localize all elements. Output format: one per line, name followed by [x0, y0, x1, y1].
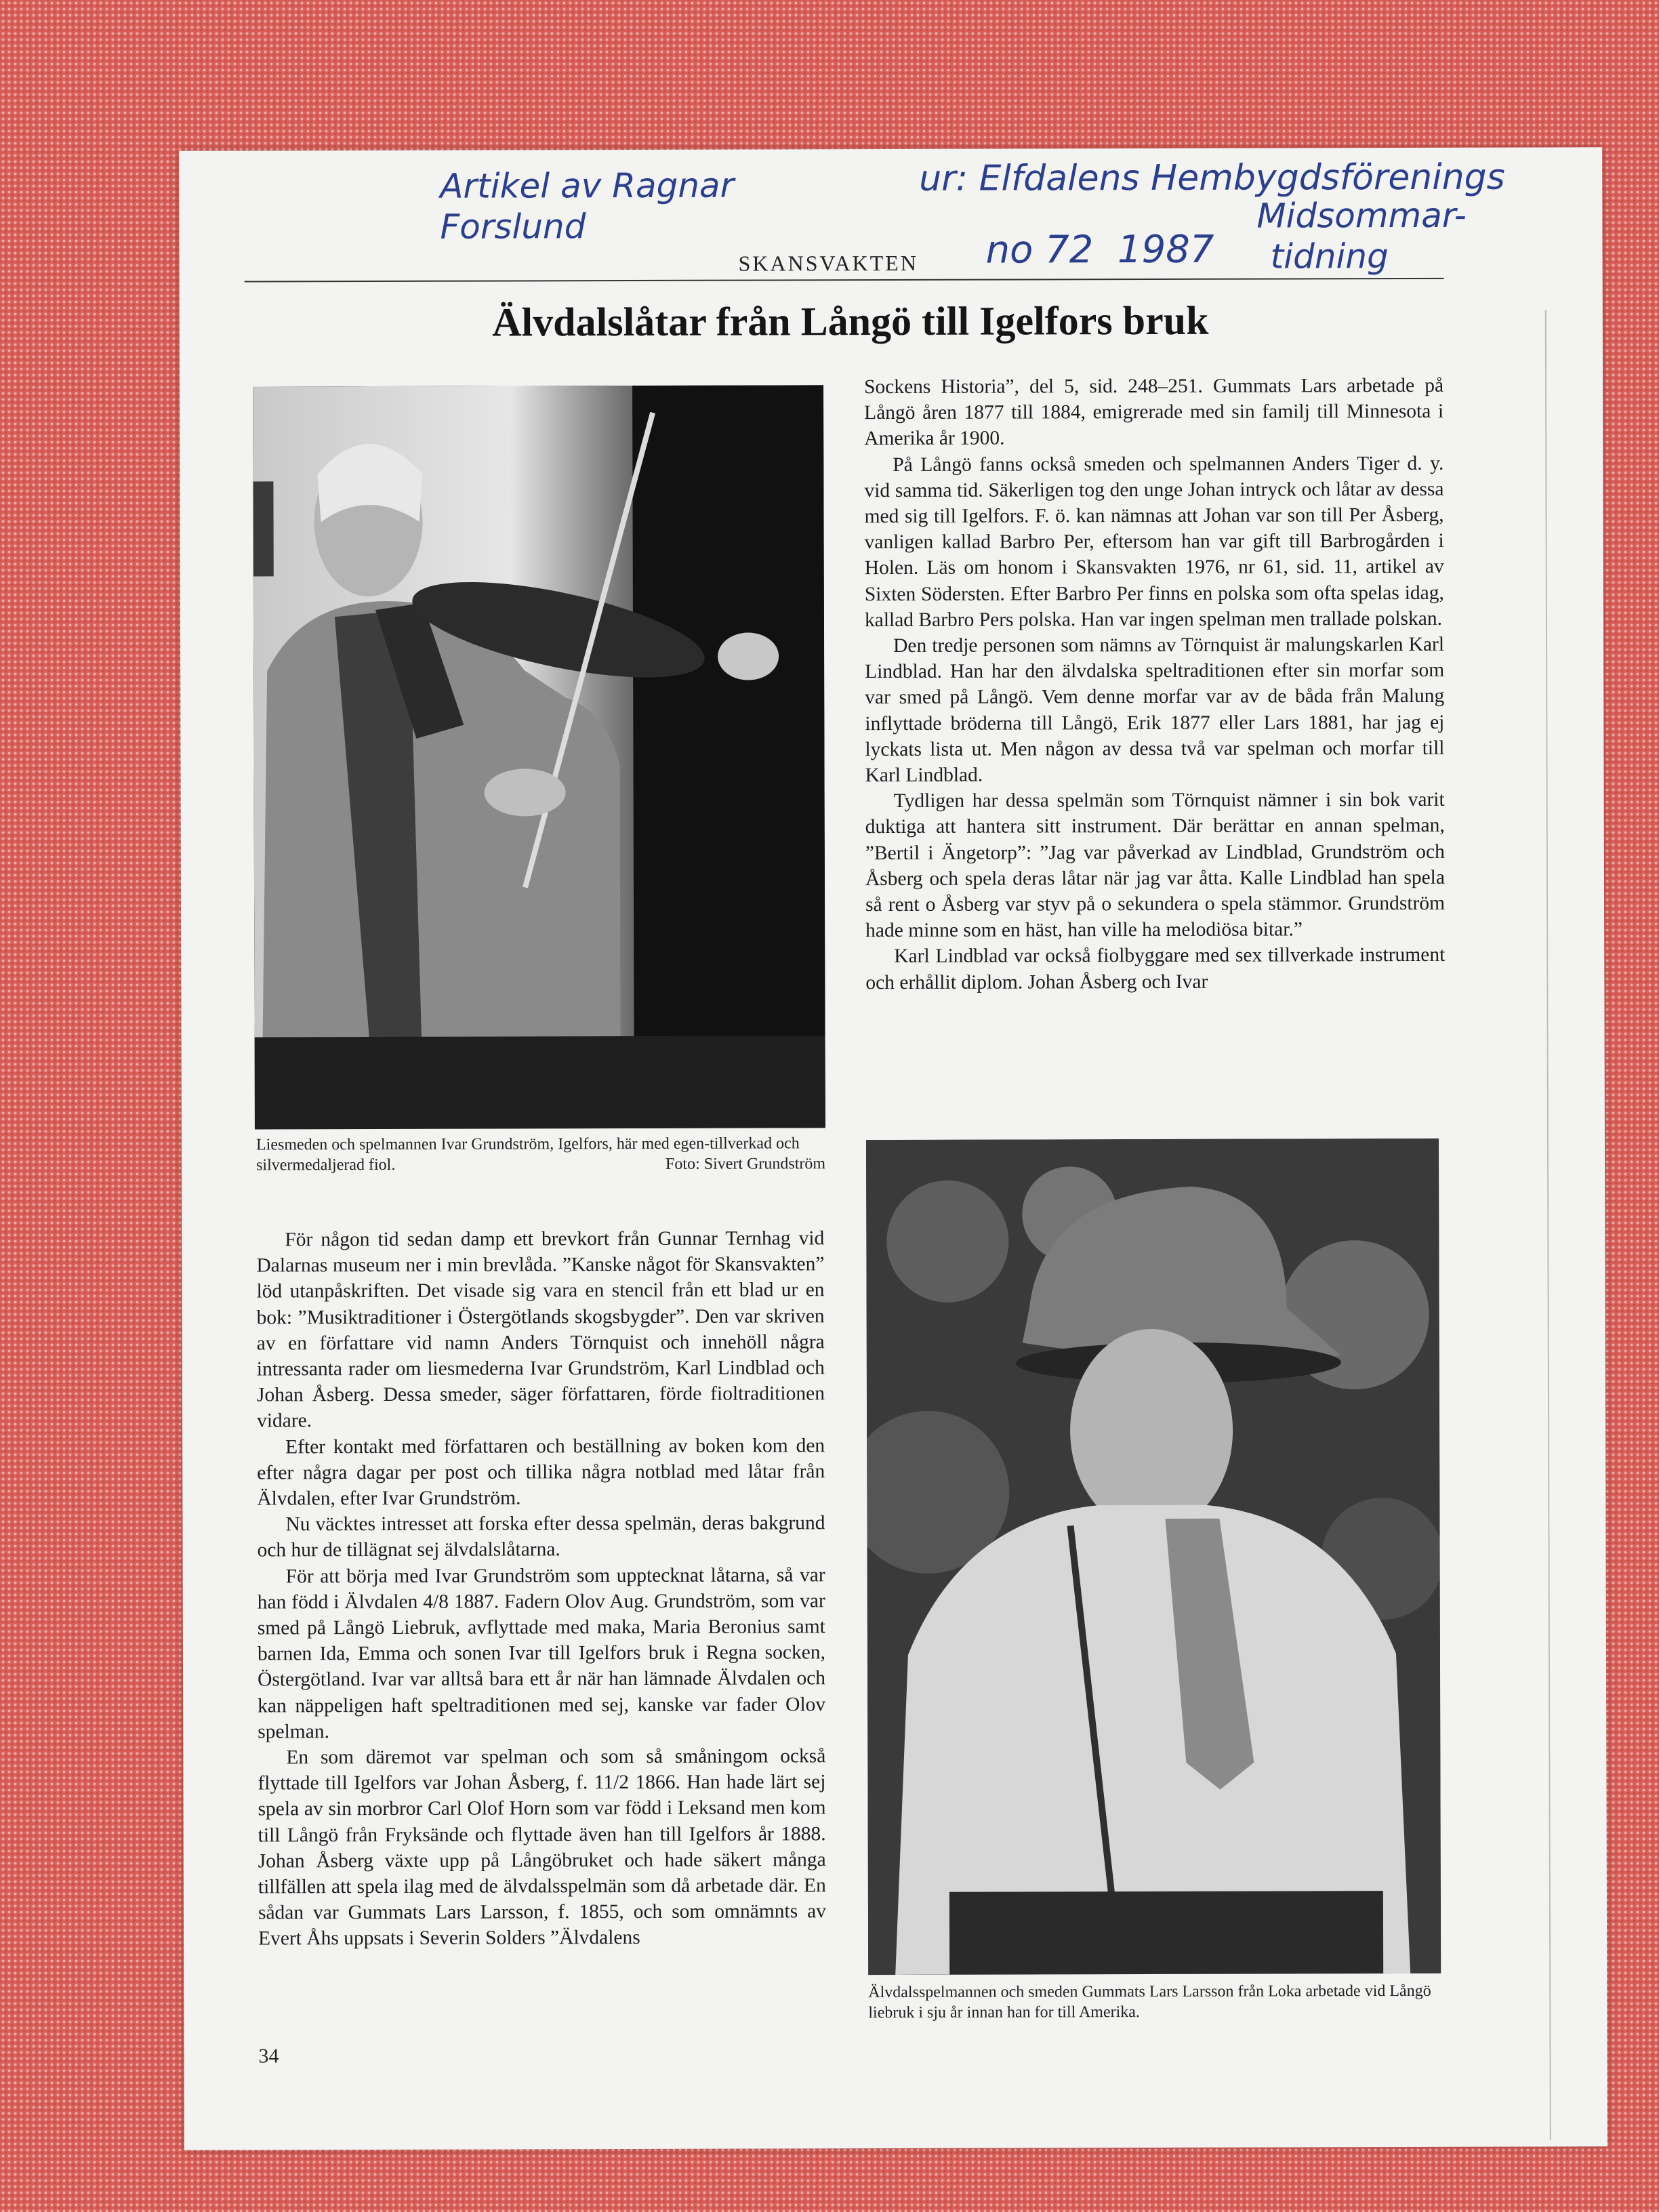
- newspaper-clipping: [179, 147, 1607, 2150]
- left-paragraph: En som däremot var spelman och som så småningom också flyttade till Igelfors var Johan Åsberg, f. 11/2 1866. Han hade lärt sej spela av sin morbror Carl Olof Horn som var född i Leksand men kom till Långö från Fryksände och flyttade även han till Igelfors år 1888. Johan Åsberg växte upp på Långöbruket och hade säkert många tillfällen att spela ilag med de älvdalsspelmän som då arbetade där. En sådan var Gummats Lars Larsson, f. 1855, och som omnämnts av Evert Åhs uppsats i Severin Solders ”Älvdalens: [258, 1745, 826, 1950]
- left-paragraph: För att börja med Ivar Grundström som upptecknat låtarna, så var han född i Älvdalen 4/8 1887. Fadern Olov Aug. Grundström, som var smed på Långö Liebruk, avflyttade med maka, Maria Beronius samt barnen Ida, Emma och sonen Ivar till Igelfors bruk i Regna socken, Östergötland. Ivar var alltså bara ett år när han lämnade Älvdalen och kan näppeligen haft speltraditionen med sej, kanske var fader Olov spelman.: [257, 1563, 826, 1743]
- left-paragraph: Nu väcktes intresset att forska efter dessa spelmän, deras bakgrund och hur de tillägnat sej älvdalslåtarna.: [257, 1512, 825, 1561]
- handwritten-source-line3: tidning: [1270, 237, 1389, 276]
- article-right-column: [864, 373, 1445, 996]
- article-left-column: [256, 1225, 826, 1952]
- left-paragraph: För någon tid sedan damp ett brevkort från Gunnar Ternhag vid Dalarnas museum ner i min brevlåda. ”Kanske något för Skansvakten” löd utanpåskriften. Det visade sig vara en stencil från ett blad ur en bok: ”Musiktraditioner i Östergötlands skogsbygder”. Den var skriven av en författare vid namn Anders Törnquist och innehöll några intressanta rader om liesmederna Ivar Grundström, Karl Lindblad och Johan Åsberg. Dessa smeder, säger författaren, förde fioltraditionen vidare.: [256, 1227, 825, 1432]
- caption-fiddler: [256, 1133, 825, 1175]
- caption-fiddler-text: Liesmeden och spelmannen Ivar Grundström, Igelfors, här med egen-tillverkad och silvermedaljerad fiol.: [255, 1134, 800, 1174]
- page-number: 34: [258, 2045, 279, 2068]
- photo-fiddler: [253, 385, 825, 1129]
- photo-man-image: [866, 1139, 1441, 1975]
- photo-fiddler-image: [253, 385, 825, 1129]
- header-rule: [245, 278, 1444, 283]
- handwritten-source-line2: Midsommar-: [1256, 195, 1467, 236]
- right-paragraph: Tydligen har dessa spelmän som Törnquist nämner i sin bok varit duktiga att hantera sitt instrument. Där berättar en annan spelman, ”Bertil i Ängetorp”: ”Jag var påverkad av Lindblad, Grundström och Åsberg och spela deras låtar när jag var åtta. Kalle Lindblad han spela så rent o Åsberg var styv på o sekundera o spela stämmor. Grundström hade minne som en häst, han ville ha melodiösa bitar.”: [865, 789, 1446, 942]
- running-head: SKANSVAKTEN: [738, 250, 918, 276]
- caption-man-with-hat: Älvdalsspelmannen och smeden Gummats Lars Larsson från Loka arbetade vid Långö liebruk i sju år innan han for till Amerika.: [868, 1982, 1431, 2022]
- handwritten-source-line1: ur: Elfdalens Hembygdsförenings: [919, 157, 1505, 199]
- photo-man-with-hat: [866, 1139, 1441, 1975]
- handwritten-author-line1: Artikel av Ragnar: [440, 165, 735, 206]
- right-paragraph: Karl Lindblad var också fiolbyggare med sex tillverkade instrument och erhållit diplom. Johan Åsberg och Ivar: [865, 944, 1446, 994]
- right-paragraph: På Långö fanns också smeden och spelmannen Anders Tiger d. y. vid samma tid. Säkerligen tog den unge Johan intryck och låtar av dessa med sig till Igelfors. F. ö. kan nämnas att Johan var son till Per Åsberg, vanligen kallad Barbro Per, eftersom han var gift till Barbrogården i Holen. Läs om honom i Skansvakten 1976, nr 61, sid. 11, artikel av Sixten Södersten. Efter Barbro Per finns en polska som ofta spelas idag, kallad Barbro Pers polska. Han var ingen spelman men trallade polskan.: [864, 452, 1444, 631]
- right-paragraph: Den tredje personen som nämns av Törnquist är malungskarlen Karl Lindblad. Han har den älvdalska speltraditionen efter sin morfar som var smed på Långö. Vem denne morfar var av de båda från Malung inflyttade bröderna till Långö, Erik 1877 eller Lars 1881, har jag ej lyckats lista ut. Men någon av dessa två var spelman och morfar till Karl Lindblad.: [865, 633, 1445, 787]
- article-headline: Älvdalslåtar från Långö till Igelfors bruk: [492, 298, 1209, 345]
- handwritten-issue: no 72 1987: [985, 227, 1214, 272]
- handwritten-author-line2: Forslund: [440, 207, 586, 247]
- right-paragraph: Sockens Historia”, del 5, sid. 248–251. Gummats Lars arbetade på Långö åren 1877 till 1884, emigrerade med sin familj till Minnesota i Amerika år 1900.: [864, 374, 1444, 450]
- left-paragraph: Efter kontakt med författaren och beställning av boken kom den efter några dagar per post och tillika några notblad med låtar från Älvdalen, efter Ivar Grundström.: [257, 1434, 825, 1510]
- caption-fiddler-credit: Foto: Sivert Grundström: [665, 1155, 826, 1173]
- page-edge-mark: [1545, 310, 1551, 2139]
